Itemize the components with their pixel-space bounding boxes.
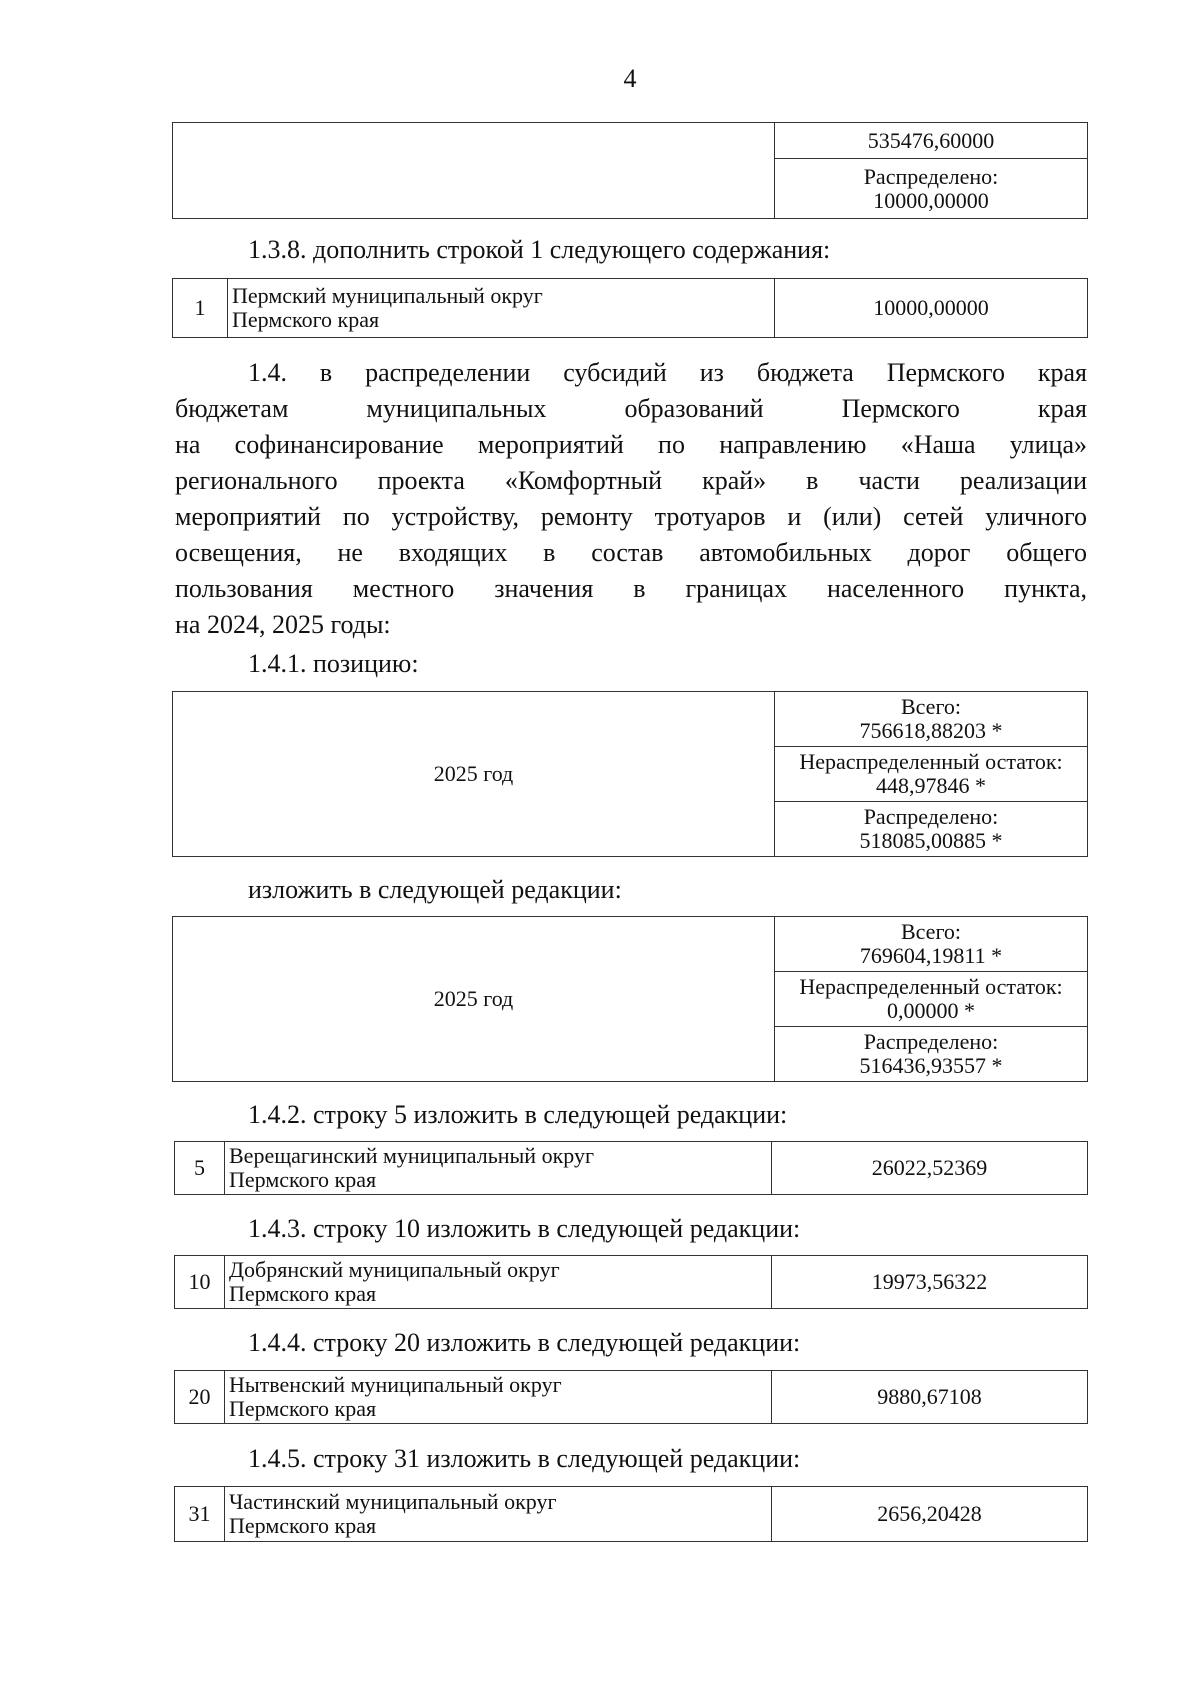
- distributed-value: 518085,00885 *: [859, 828, 1003, 853]
- heading-1-4-2: 1.4.2. строку 5 изложить в следующей редакции:: [248, 1100, 788, 1129]
- table-position-new: [172, 916, 1087, 1081]
- table-value: 535476,60000: [775, 123, 1088, 159]
- distributed-value: 516436,93557 *: [859, 1053, 1003, 1078]
- heading-1-3-8: 1.3.8. дополнить строкой 1 следующего содержания:: [248, 235, 831, 264]
- remainder-value: 0,00000 *: [887, 998, 975, 1023]
- row-name: [225, 1487, 772, 1542]
- distributed-cell: [775, 802, 1088, 857]
- table-position-old: [172, 691, 1087, 856]
- distributed-value: 10000,00000: [873, 187, 989, 213]
- empty-cell: [173, 123, 775, 219]
- row-value: 19973,56322: [772, 1256, 1088, 1309]
- table-top: [172, 122, 1087, 218]
- para-line: на софинансирование мероприятий по направлению «Наша улица»: [175, 430, 1087, 459]
- para-line: регионального проекта «Комфортный край» в части реализации: [175, 466, 1087, 495]
- remainder-value: 448,97846 *: [876, 773, 986, 798]
- heading-new-edition: изложить в следующей редакции:: [248, 875, 622, 904]
- row-number: 10: [175, 1256, 225, 1309]
- year-cell: 2025 год: [173, 692, 775, 857]
- row-name: [228, 279, 775, 338]
- heading-1-4-1: 1.4.1. позицию:: [248, 649, 419, 678]
- distributed-cell: [775, 1027, 1088, 1082]
- row-name: [225, 1371, 772, 1424]
- row-name: [225, 1256, 772, 1309]
- row-name-line1: Добрянский муниципальный округ: [229, 1257, 560, 1282]
- row-name-line1: Верещагинский муниципальный округ: [229, 1143, 594, 1168]
- row-value: 10000,00000: [775, 279, 1088, 338]
- table-row-1: [172, 278, 1087, 338]
- para-line: мероприятий по устройству, ремонту тротуаров и (или) сетей уличного: [175, 502, 1087, 531]
- total-cell: [775, 692, 1088, 747]
- row-value: 26022,52369: [772, 1142, 1088, 1195]
- row-name-line2: Пермского края: [229, 1396, 377, 1421]
- table-row-20: [174, 1370, 1087, 1424]
- row-name-line1: Частинский муниципальный округ: [229, 1489, 557, 1514]
- table-row-5: [174, 1141, 1087, 1195]
- total-label: Всего:: [900, 694, 962, 719]
- heading-1-4-5: 1.4.5. строку 31 изложить в следующей редакции:: [248, 1444, 801, 1473]
- para-line: на 2024, 2025 годы:: [175, 610, 391, 639]
- row-number: 1: [173, 279, 228, 338]
- row-number: 20: [175, 1371, 225, 1424]
- distributed-label: Распределено:: [863, 804, 999, 829]
- row-name-line2: Пермского края: [229, 1167, 377, 1192]
- row-name-line2: Пермского края: [229, 1513, 377, 1538]
- distributed-label: Распределено:: [863, 163, 999, 189]
- remainder-cell: [775, 972, 1088, 1027]
- remainder-label: Нераспределенный остаток:: [799, 974, 1063, 999]
- para-line: бюджетам муниципальных образований Пермского края: [175, 394, 1087, 423]
- row-name-line2: Пермского края: [232, 307, 380, 332]
- remainder-cell: [775, 747, 1088, 802]
- year-cell: 2025 год: [173, 917, 775, 1082]
- paragraph-1-4: [175, 355, 1087, 643]
- row-value: 2656,20428: [772, 1487, 1088, 1542]
- row-name-line1: Пермский муниципальный округ: [232, 283, 543, 308]
- para-line: пользования местного значения в границах населенного пункта,: [175, 574, 1087, 603]
- row-name-line1: Нытвенский муниципальный округ: [229, 1372, 562, 1397]
- table-row-31: [174, 1486, 1087, 1542]
- total-value: 769604,19811 *: [859, 943, 1003, 968]
- total-value: 756618,88203 *: [859, 718, 1003, 743]
- row-number: 31: [175, 1487, 225, 1542]
- row-name-line2: Пермского края: [229, 1281, 377, 1306]
- distributed-cell: [775, 159, 1088, 219]
- para-line: 1.4. в распределении субсидий из бюджета Пермского края: [248, 358, 1087, 387]
- remainder-label: Нераспределенный остаток:: [799, 749, 1063, 774]
- row-number: 5: [175, 1142, 225, 1195]
- distributed-label: Распределено:: [863, 1029, 999, 1054]
- total-label: Всего:: [900, 919, 962, 944]
- table-row-10: [174, 1255, 1087, 1309]
- page-number: 4: [623, 64, 637, 93]
- total-cell: [775, 917, 1088, 972]
- heading-1-4-4: 1.4.4. строку 20 изложить в следующей редакции:: [248, 1328, 801, 1357]
- heading-1-4-3: 1.4.3. строку 10 изложить в следующей редакции:: [248, 1214, 801, 1243]
- row-name: [225, 1142, 772, 1195]
- para-line: освещения, не входящих в состав автомобильных дорог общего: [175, 538, 1087, 567]
- row-value: 9880,67108: [772, 1371, 1088, 1424]
